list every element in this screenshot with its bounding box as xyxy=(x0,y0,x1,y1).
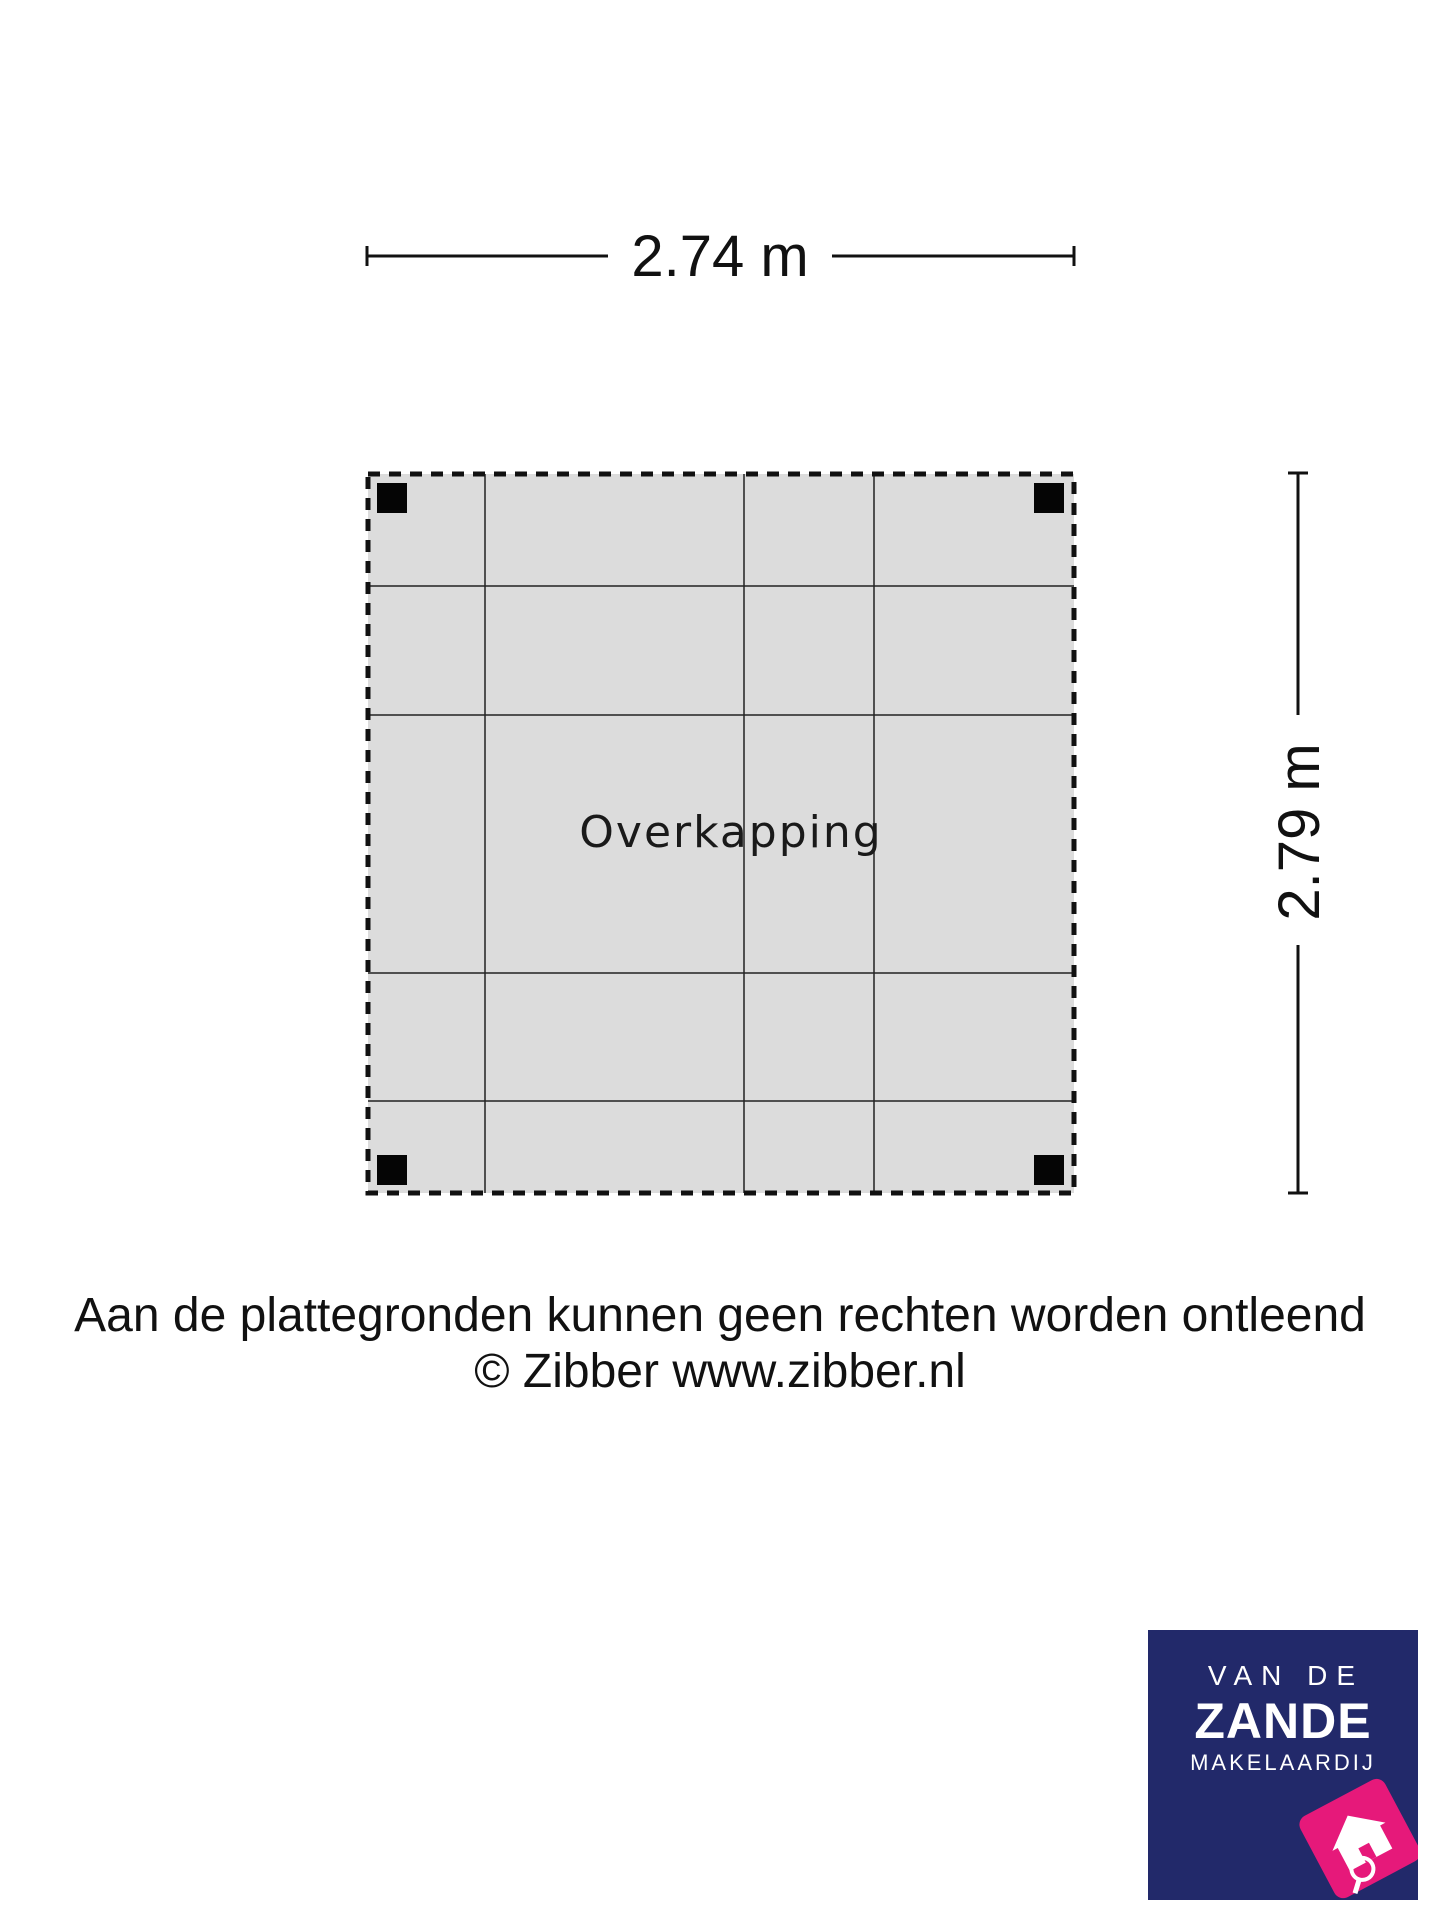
logo-line-3: MAKELAARDIJ xyxy=(1190,1750,1376,1775)
room-overkapping xyxy=(368,474,1074,1193)
height-dimension xyxy=(1267,473,1332,1193)
disclaimer-line-1: Aan de plattegronden kunnen geen rechten worden ontleend xyxy=(74,1289,1366,1342)
width-dimension-label: 2.74 m xyxy=(631,224,809,289)
post-top-left xyxy=(377,483,407,513)
room-label: Overkapping xyxy=(579,807,883,858)
post-bottom-left xyxy=(377,1155,407,1185)
post-bottom-right xyxy=(1034,1155,1064,1185)
height-dimension-label: 2.79 m xyxy=(1267,743,1332,921)
logo-line-2: ZANDE xyxy=(1194,1693,1372,1749)
post-top-right xyxy=(1034,483,1064,513)
width-dimension xyxy=(367,224,1074,289)
house-magnifier-icon xyxy=(1288,1755,1418,1900)
logo-line-1: VAN DE xyxy=(1207,1660,1365,1691)
disclaimer xyxy=(0,1288,1440,1400)
company-logo xyxy=(1148,1630,1418,1900)
disclaimer-line-2: © Zibber www.zibber.nl xyxy=(474,1345,966,1398)
